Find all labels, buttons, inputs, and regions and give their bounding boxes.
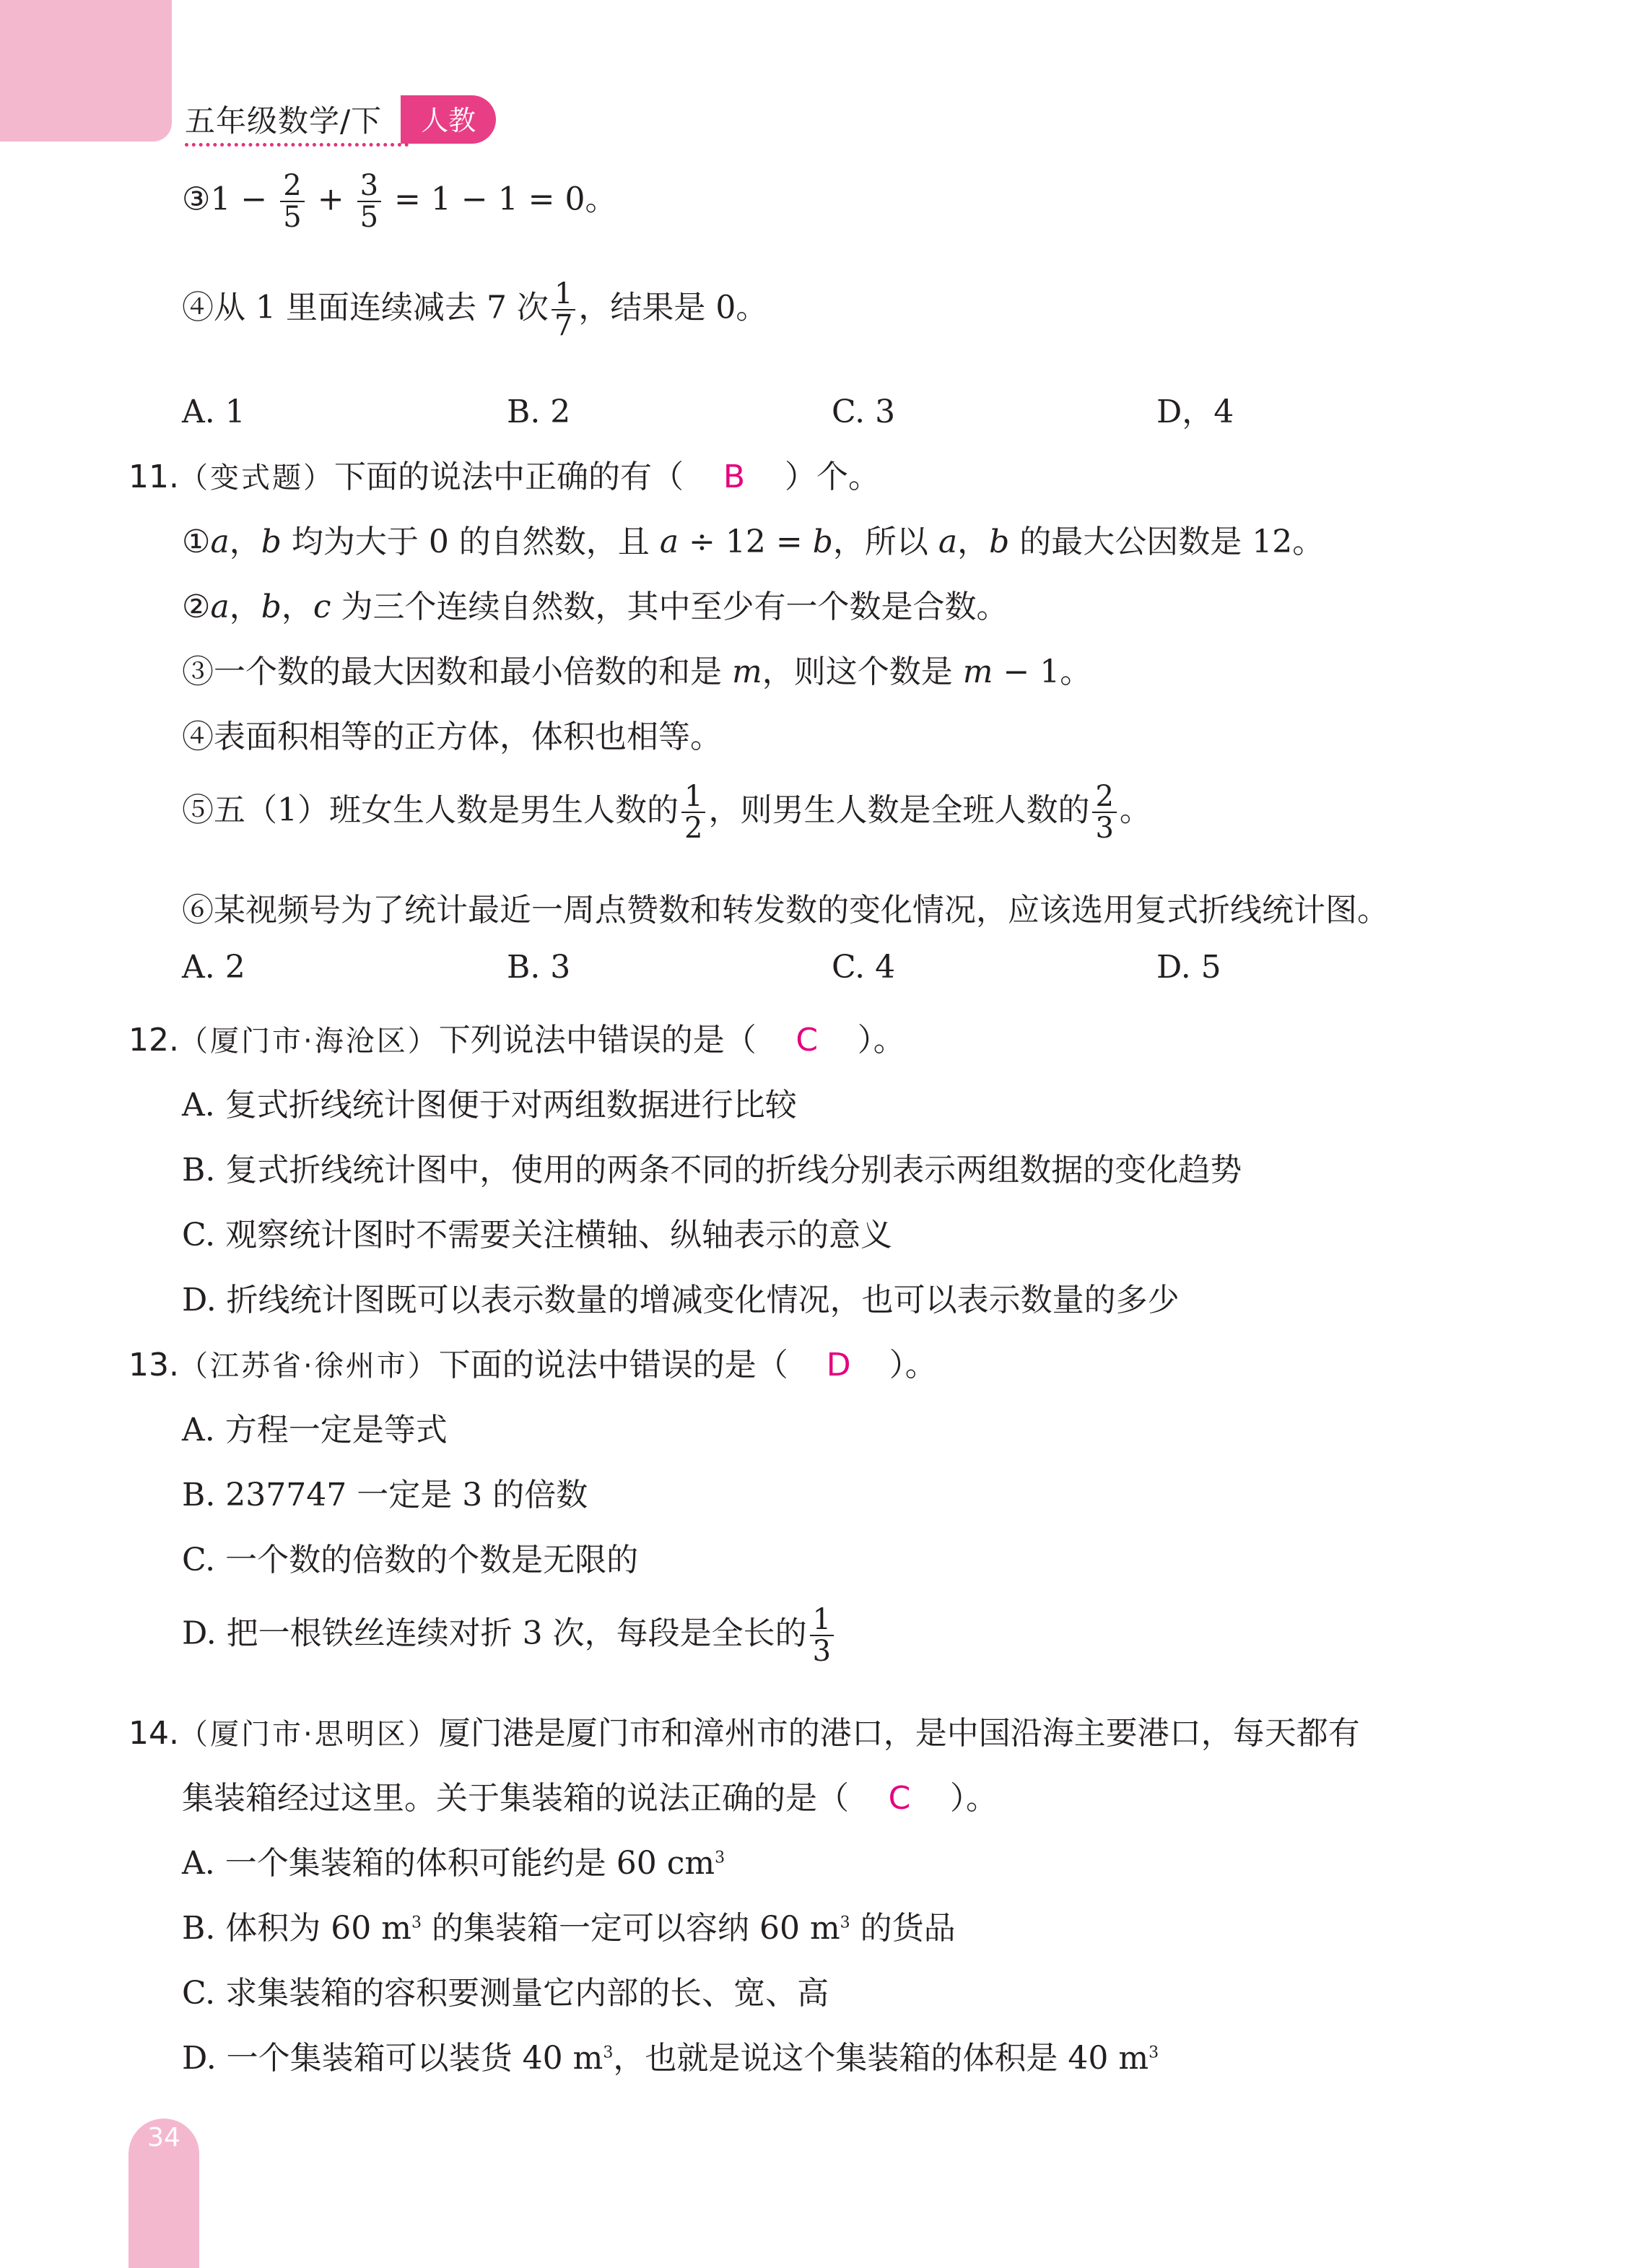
answer-mark: C [888, 1780, 911, 1817]
q13-stem: 13.（江苏省·徐州市）下面的说法中错误的是（ D ）。 [128, 1347, 937, 1383]
question-source: （厦门市·思明区） [178, 1718, 439, 1751]
q12-option-b: B. 复式折线统计图中，使用的两条不同的折线分别表示两组数据的变化趋势 [182, 1152, 1242, 1189]
fraction: $\frac{2}{5}$ [280, 170, 304, 233]
option-b: B. 2 [507, 394, 571, 430]
q14-option-b: B. 体积为 60 $m^3$ 的集装箱一定可以容纳 60 $m^3$ 的货品 [182, 1910, 956, 1947]
q11-item-3: ③一个数的最大因数和最小倍数的和是 m，则这个数是 m − 1。 [182, 653, 1092, 690]
q11-item-1: ①a，b 均为大于 0 的自然数，且 a ÷ 12 = b，所以 a，b 的最大公因数是 12。 [182, 523, 1325, 560]
q13-option-c: C. 一个数的倍数的个数是无限的 [182, 1542, 639, 1578]
fraction: $\frac{1}{7}$ [552, 279, 575, 341]
q14-option-a: A. 一个集装箱的体积可能约是 60 $cm^3$ [182, 1845, 725, 1882]
question-number: 14. [128, 1715, 179, 1752]
question-source: （江苏省·徐州市） [178, 1350, 439, 1383]
q14-stem-line-1: 14.（厦门市·思明区）厦门港是厦门市和漳州市的港口，是中国沿海主要港口，每天都有 [128, 1715, 1360, 1752]
page-number: 34 [147, 2123, 180, 2152]
q11-item-5: ⑤五（1）班女生人数是男生人数的 $\frac{1}{2}$ ，则男生人数是全班人数的 $\frac{2}{3}$ 。 [182, 780, 1151, 845]
answer-mark: C [796, 1022, 819, 1059]
header-dotted-underline [185, 143, 409, 147]
fraction: $\frac{1}{3}$ [810, 1604, 834, 1667]
answer-mark: B [723, 459, 746, 495]
q10-item-4: ④从 1 里面连续减去 7 次 $\frac{1}{7}$ ，结果是 0。 [182, 277, 768, 342]
q12-option-a: A. 复式折线统计图便于对两组数据进行比较 [182, 1087, 797, 1124]
question-number: 12. [128, 1022, 179, 1059]
q14-stem-line-2: 集装箱经过这里。关于集装箱的说法正确的是（ C ）。 [182, 1780, 998, 1817]
q13-option-b: B. 237747 一定是 3 的倍数 [182, 1477, 588, 1513]
q12-option-c: C. 观察统计图时不需要关注横轴、纵轴表示的意义 [182, 1217, 893, 1254]
page-header [185, 94, 496, 144]
fraction: $\frac{1}{2}$ [681, 781, 705, 843]
question-number: 13. [128, 1347, 179, 1383]
edition-badge: 人教 [401, 95, 496, 144]
fraction: $\frac{2}{3}$ [1092, 781, 1116, 843]
q11-stem: 11.（变式题）下面的说法中正确的有（ B ）个。 [128, 459, 880, 495]
answer-mark: D [826, 1347, 851, 1383]
q11-item-6: ⑥某视频号为了统计最近一周点赞数和转发数的变化情况，应该选用复式折线统计图。 [182, 892, 1389, 929]
q11-options [182, 949, 1481, 986]
option-c: C. 4 [832, 949, 896, 986]
option-a: A. 2 [182, 949, 245, 986]
fraction: $\frac{3}{5}$ [357, 170, 381, 233]
option-d: D. 5 [1156, 949, 1221, 986]
q12-stem: 12.（厦门市·海沧区）下列说法中错误的是（ C ）。 [128, 1022, 905, 1059]
book-title: 五年级数学/下 [185, 103, 383, 139]
q11-item-2: ②a，b，c 为三个连续自然数，其中至少有一个数是合数。 [182, 588, 1008, 625]
q11-item-4: ④表面积相等的正方体，体积也相等。 [182, 718, 722, 755]
question-source: （变式题） [178, 461, 334, 495]
option-a: A. 1 [182, 394, 245, 430]
q10-item-3: ③1 − $\frac{2}{5}$ + $\frac{3}{5}$ = 1 − 1 = 0。 [182, 169, 617, 234]
question-source: （厦门市·海沧区） [178, 1025, 439, 1058]
option-b: B. 3 [507, 949, 571, 986]
question-number: 11. [128, 459, 179, 495]
q10-options [182, 386, 1481, 432]
option-d: D，4 [1156, 394, 1234, 430]
corner-decoration [0, 0, 172, 142]
q14-option-c: C. 求集装箱的容积要测量它内部的长、宽、高 [182, 1975, 829, 2012]
q12-option-d: D. 折线统计图既可以表示数量的增减变化情况，也可以表示数量的多少 [182, 1282, 1180, 1318]
q14-option-d: D. 一个集装箱可以装货 40 $m^3$，也就是说这个集装箱的体积是 40 $m^3$ [182, 2040, 1159, 2077]
q13-option-d: D. 把一根铁丝连续对折 3 次，每段是全长的 $\frac{1}{3}$ [182, 1604, 837, 1667]
q13-option-a: A. 方程一定是等式 [182, 1412, 448, 1448]
option-c: C. 3 [832, 394, 896, 430]
